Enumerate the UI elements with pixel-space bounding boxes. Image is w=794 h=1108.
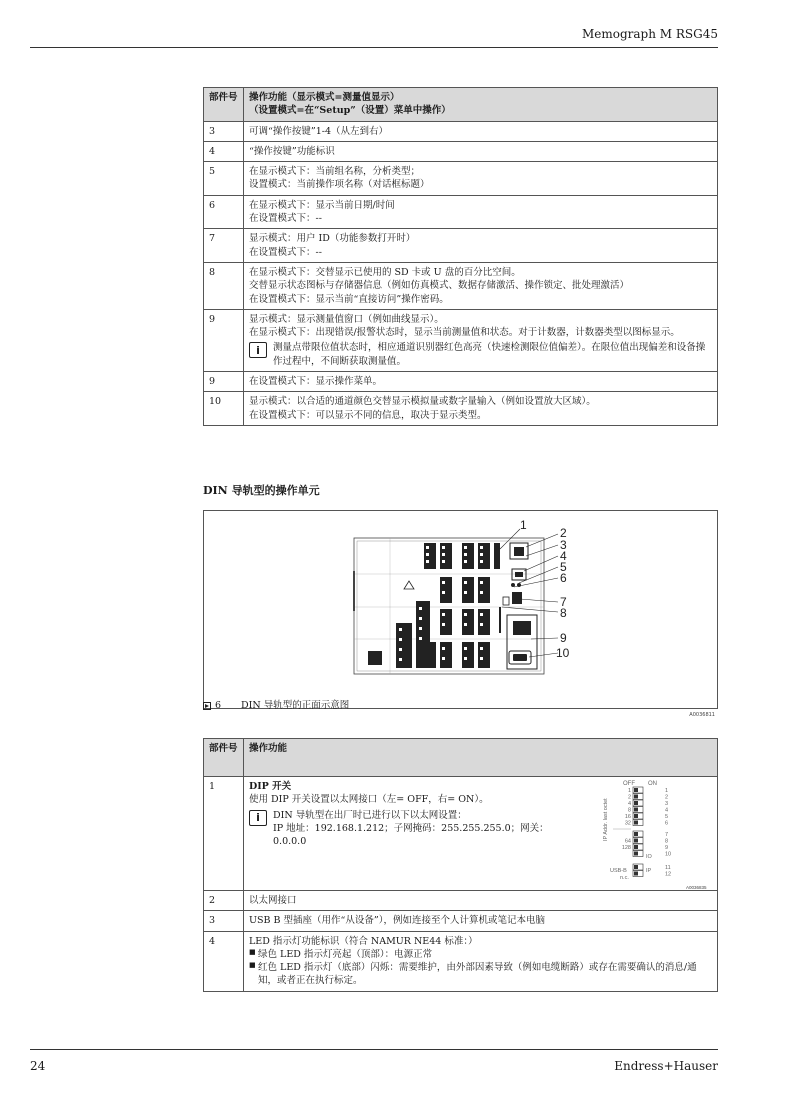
function-table-din <box>203 738 718 992</box>
header-function: 操作功能 <box>244 739 718 777</box>
led-intro: LED 指示灯功能标识（符合 NAMUR NE44 标准：） <box>249 935 478 947</box>
table-row <box>204 309 718 371</box>
dip-switch-knob <box>634 795 638 799</box>
table-body <box>204 121 718 425</box>
header-part-no: 部件号 <box>204 739 244 777</box>
row-content: USB B 型插座（用作“从设备”），例如连接至个人计算机或笔记本电脑 <box>244 911 718 931</box>
row-num: 3 <box>204 911 244 931</box>
row-content <box>244 392 718 426</box>
table-row <box>204 931 718 991</box>
row-line: 在显示模式下：交替显示已使用的 SD 卡或 U 盘的百分比空间。 <box>249 266 521 278</box>
row-line: 在显示模式下：显示当前日期/时间 <box>249 199 395 211</box>
row-line: 在设置模式下：可以显示不同的信息，取决于显示类型。 <box>249 409 487 421</box>
dip-switch-number: 7 <box>665 832 669 838</box>
dip-on-label: ON <box>648 781 657 787</box>
callout-5: 5 <box>560 560 567 574</box>
dip-off-label: OFF <box>623 781 635 787</box>
din-rail-front-figure <box>203 510 718 718</box>
dip-switch-number: 5 <box>665 814 669 820</box>
dip-switch-knob <box>634 865 638 869</box>
row-content <box>244 309 718 371</box>
dip-switch-knob <box>634 832 638 836</box>
row-num: 10 <box>204 392 244 426</box>
dip-weight: 4 <box>627 801 631 807</box>
callout-1: 1 <box>520 518 527 532</box>
row-num: 4 <box>204 141 244 161</box>
callout-7: 7 <box>560 595 567 609</box>
info-icon: i <box>249 342 267 358</box>
row-num: 3 <box>204 121 244 141</box>
footer-brand: Endress+Hauser <box>614 1059 718 1073</box>
row-num: 8 <box>204 262 244 309</box>
note-line: 0.0.0.0 <box>273 836 307 848</box>
row-content <box>244 229 718 263</box>
dip-weight: 32 <box>624 820 631 827</box>
dip-switch-number: 10 <box>665 851 672 858</box>
page-number: 24 <box>30 1059 46 1073</box>
dip-switch-knob <box>634 788 638 792</box>
row-line: 交替显示状态图标与存储器信息（例如仿真模式、数据存储激活、操作锁定、批处理激活） <box>249 280 630 292</box>
din-rail-device-drawing <box>204 511 717 708</box>
page-header-title: Memograph M RSG45 <box>581 27 718 41</box>
callout-9: 9 <box>560 631 567 645</box>
row-line: 在设置模式下：-- <box>249 246 322 258</box>
footer-rule <box>30 1049 718 1050</box>
row-num: 2 <box>204 891 244 911</box>
figure-caption <box>203 699 349 712</box>
dip-io-label: IO <box>646 854 652 860</box>
bullet-item: ■ 绿色 LED 指示灯亮起（顶部）：电源正常 <box>249 948 712 961</box>
dip-weight: 1 <box>627 788 631 794</box>
dip-switch-knob <box>634 872 638 876</box>
dip-switch-number: 12 <box>665 871 672 878</box>
row-num: 9 <box>204 372 244 392</box>
row-content <box>244 141 718 161</box>
row-content: 以太网接口 <box>244 891 718 911</box>
header-rule <box>30 47 718 48</box>
row-line: 设置模式：当前操作项名称（对话框标题） <box>249 179 430 191</box>
header-function-line1: 操作功能（显示模式=测量值显示） <box>249 92 400 103</box>
header-function <box>244 88 718 122</box>
dip-switch-number: 8 <box>665 838 669 845</box>
table-row <box>204 141 718 161</box>
row-line: 在显示模式下：当前组名称，分析类型； <box>249 166 421 178</box>
dip-switch-number: 9 <box>665 845 669 851</box>
row-content <box>244 372 718 392</box>
callout-2: 2 <box>560 526 567 540</box>
table-row <box>204 777 718 891</box>
row-content <box>244 195 718 229</box>
dip-weight: 64 <box>624 838 631 845</box>
bullet-item: ■ 红色 LED 指示灯（底部）闪烁：需要维护，由外部因素导致（例如电缆断路）或存在需要确认的消息/通知，或者正在执行标定。 <box>249 961 712 988</box>
callout-8: 8 <box>560 606 567 620</box>
dip-side-label: IP Addr. last octet <box>603 798 609 841</box>
dip-weight: 16 <box>624 814 631 820</box>
row-num: 7 <box>204 229 244 263</box>
row-line: 显示模式：用户 ID（功能参数打开时） <box>249 233 416 245</box>
dip-switch-number: 6 <box>665 820 669 827</box>
callout-10: 10 <box>556 646 570 660</box>
row-num: 4 <box>204 931 244 991</box>
row-line: 在显示模式下：出现错误/报警状态时，显示当前测量值和状态。对于计数器，计数器类型以图标显示。 <box>249 327 680 339</box>
dip-switch-number: 3 <box>665 801 669 807</box>
row-content <box>244 931 718 991</box>
row-line: 在设置模式下：-- <box>249 213 322 225</box>
info-icon: i <box>249 810 267 826</box>
dip-title: DIP 开关 <box>249 781 292 792</box>
section-heading: DIN 导轨型的操作单元 <box>203 484 320 497</box>
figure-caption-text: DIN 导轨型的正面示意图 <box>241 700 350 711</box>
dip-switch-number: 11 <box>665 865 671 871</box>
table-row <box>204 229 718 263</box>
dip-weight: 128 <box>621 845 631 851</box>
table-row <box>204 121 718 141</box>
table-row <box>204 262 718 309</box>
callout-4: 4 <box>560 549 567 563</box>
dip-switch-knob <box>634 808 638 812</box>
dip-switch-number: 4 <box>665 807 669 814</box>
figure-icon <box>203 702 211 710</box>
note-text: 测量点带限位值状态时，相应通道识别器红色高亮（快速检测限位值偏差）。在限位值出现偏差和设备操作过程中，不间断获取测量值。 <box>273 342 706 367</box>
dip-switch-diagram <box>593 779 713 891</box>
dip-figure-id: A0036835 <box>686 885 707 890</box>
table-header-row <box>204 88 718 122</box>
dip-switch-number: 2 <box>665 794 669 801</box>
row-num: 9 <box>204 309 244 371</box>
row-content <box>244 121 718 141</box>
row-num: 6 <box>204 195 244 229</box>
callout-3: 3 <box>560 538 567 552</box>
table-row <box>204 392 718 426</box>
dip-switch-knob <box>634 821 638 825</box>
row-line: 在设置模式下：显示当前“直接访问”操作密码。 <box>249 293 449 305</box>
dip-switch-knob <box>634 814 638 818</box>
dip-switch-number: 1 <box>665 788 669 794</box>
dip-desc: 使用 DIP 开关设置以太网接口（左= OFF，右= ON）。 <box>249 794 489 806</box>
dip-weight: 8 <box>627 807 631 814</box>
row-content <box>244 262 718 309</box>
row-content <box>244 162 718 196</box>
note-box <box>249 341 712 368</box>
table-header-row <box>204 739 718 777</box>
dip-switch-knob <box>634 845 638 849</box>
callout-6: 6 <box>560 571 567 585</box>
table-row <box>204 162 718 196</box>
dip-switch-knob <box>634 852 638 856</box>
dip-nc-label: n.c. <box>620 875 629 881</box>
dip-ip-label: IP <box>646 868 652 874</box>
table-row <box>204 891 718 911</box>
header-part-no: 部件号 <box>204 88 244 122</box>
dip-switch-bank <box>613 787 671 878</box>
row-content <box>244 777 718 891</box>
led-bullets <box>249 948 712 988</box>
table-row <box>204 372 718 392</box>
row-line: 显示模式：以合适的通道颜色交替显示模拟量或数字量输入（例如设置放大区域）。 <box>249 396 596 408</box>
row-num: 1 <box>204 777 244 891</box>
note-line: IP 地址：192.168.1.212；子网掩码：255.255.255.0；网关： <box>273 822 549 834</box>
row-num: 5 <box>204 162 244 196</box>
figure-caption-num: 6 <box>215 700 222 711</box>
row-line: “操作按键”功能标识 <box>249 145 335 157</box>
dip-weight: 2 <box>627 794 631 801</box>
figure-id: A0036811 <box>689 712 715 718</box>
function-table-display <box>203 87 718 426</box>
dip-switch-knob <box>634 801 638 805</box>
row-line: 可调“操作按键”1-4（从左到右） <box>249 125 389 137</box>
dip-usb-label: USB-B <box>610 868 627 874</box>
table-row <box>204 911 718 931</box>
row-line: 显示模式：显示测量值窗口（例如曲线显示）。 <box>249 313 444 325</box>
header-function-line2: （设置模式=在“Setup”（设置）菜单中操作） <box>249 105 451 117</box>
note-line: DIN 导轨型在出厂时已进行以下以太网设置： <box>273 809 467 821</box>
table-row <box>204 195 718 229</box>
row-line: 在设置模式下：显示操作菜单。 <box>249 376 383 388</box>
dip-switch-knob <box>634 839 638 843</box>
note-box <box>249 809 579 849</box>
